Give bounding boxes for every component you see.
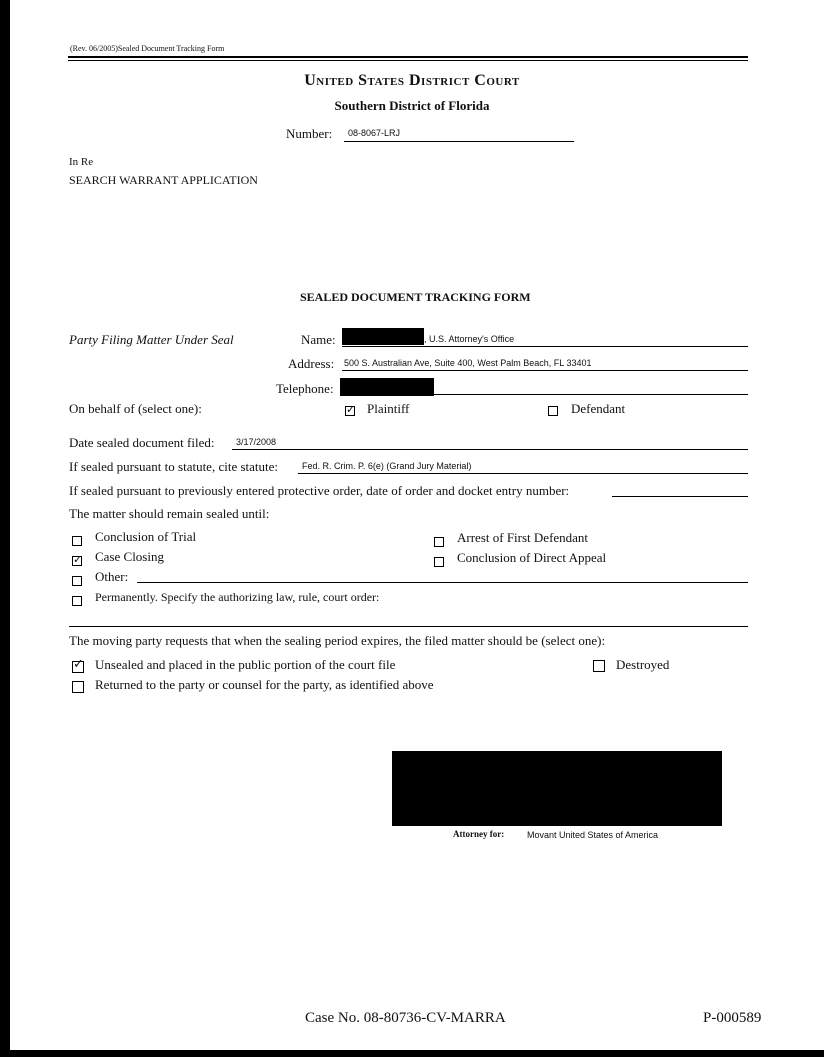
protective-order-label: If sealed pursuant to previously entered protective order, date of order and docket entry number: bbox=[69, 483, 570, 498]
unsealed-label: Unsealed and placed in the public portion of the court file bbox=[95, 657, 396, 672]
form-title: SEALED DOCUMENT TRACKING FORM bbox=[300, 290, 531, 304]
header-rule bbox=[68, 56, 748, 58]
plaintiff-label: Plaintiff bbox=[367, 401, 410, 416]
date-underline bbox=[232, 449, 748, 450]
defendant-label: Defendant bbox=[571, 401, 626, 416]
check-icon: ✓ bbox=[346, 403, 356, 416]
conclusion-of-trial-checkbox[interactable] bbox=[72, 533, 82, 551]
statute-label: If sealed pursuant to statute, cite statute: bbox=[69, 459, 279, 474]
other-underline bbox=[137, 582, 748, 583]
date-filed-label: Date sealed document filed: bbox=[69, 435, 215, 450]
telephone-label: Telephone: bbox=[276, 381, 334, 396]
conclusion-direct-appeal-label: Conclusion of Direct Appeal bbox=[457, 550, 607, 565]
case-number-footer: Case No. 08-80736-CV-MARRA bbox=[305, 1010, 506, 1026]
check-icon: ✓ bbox=[73, 553, 83, 566]
protective-order-underline bbox=[612, 496, 748, 497]
party-filing-label: Party Filing Matter Under Seal bbox=[69, 332, 234, 347]
in-re-matter: SEARCH WARRANT APPLICATION bbox=[69, 173, 258, 187]
expiry-label: The moving party requests that when the sealing period expires, the filed matter should be (select one): bbox=[69, 633, 606, 648]
in-re-label: In Re bbox=[69, 156, 94, 168]
defendant-checkbox[interactable] bbox=[548, 403, 558, 421]
permanently-underline bbox=[69, 626, 748, 627]
redaction-signature bbox=[392, 751, 722, 826]
scan-left-border bbox=[0, 0, 10, 1057]
redaction-name bbox=[342, 328, 424, 345]
arrest-first-defendant-checkbox[interactable] bbox=[434, 534, 444, 552]
on-behalf-label: On behalf of (select one): bbox=[69, 401, 202, 416]
conclusion-direct-appeal-checkbox[interactable] bbox=[434, 554, 444, 572]
number-underline bbox=[344, 141, 574, 142]
attorney-for-label: Attorney for: bbox=[453, 829, 505, 839]
form-revision: (Rev. 06/2005)Sealed Document Tracking Form bbox=[70, 44, 225, 53]
name-label: Name: bbox=[301, 332, 336, 347]
statute-underline bbox=[298, 473, 748, 474]
check-icon: ✓ bbox=[73, 657, 84, 672]
header-rule-thin bbox=[68, 60, 748, 61]
address-underline bbox=[342, 370, 748, 371]
district-name: Southern District of Florida bbox=[334, 98, 490, 113]
date-filed-value: 3/17/2008 bbox=[236, 437, 277, 447]
court-title: United States District Court bbox=[304, 72, 520, 89]
address-value: 500 S. Australian Ave, Suite 400, West Palm Beach, FL 33401 bbox=[344, 358, 592, 368]
attorney-for-value: Movant United States of America bbox=[527, 830, 659, 840]
destroyed-checkbox[interactable] bbox=[593, 659, 605, 677]
address-label: Address: bbox=[288, 356, 335, 371]
case-closing-checkbox[interactable] bbox=[72, 553, 82, 571]
unsealed-checkbox[interactable] bbox=[72, 657, 84, 678]
permanently-checkbox[interactable] bbox=[72, 593, 82, 611]
scan-bottom-border bbox=[0, 1050, 824, 1057]
conclusion-of-trial-label: Conclusion of Trial bbox=[95, 529, 197, 544]
returned-checkbox[interactable] bbox=[72, 680, 84, 698]
arrest-first-defendant-label: Arrest of First Defendant bbox=[457, 530, 589, 545]
returned-label: Returned to the party or counsel for the party, as identified above bbox=[95, 677, 434, 692]
statute-value: Fed. R. Crim. P. 6(e) (Grand Jury Material) bbox=[302, 461, 472, 471]
permanently-label: Permanently. Specify the authorizing law, rule, court order: bbox=[95, 590, 380, 604]
name-underline bbox=[342, 346, 748, 347]
other-label: Other: bbox=[95, 569, 129, 584]
telephone-underline bbox=[340, 394, 748, 395]
destroyed-label: Destroyed bbox=[616, 657, 670, 672]
remain-sealed-label: The matter should remain sealed until: bbox=[69, 506, 270, 521]
case-number-value: 08-8067-LRJ bbox=[348, 128, 401, 138]
plaintiff-checkbox[interactable] bbox=[345, 403, 355, 421]
bates-number: P-000589 bbox=[703, 1010, 762, 1026]
number-label: Number: bbox=[286, 126, 333, 141]
case-closing-label: Case Closing bbox=[95, 549, 164, 564]
other-checkbox[interactable] bbox=[72, 573, 82, 591]
name-value: , U.S. Attorney's Office bbox=[424, 334, 515, 344]
